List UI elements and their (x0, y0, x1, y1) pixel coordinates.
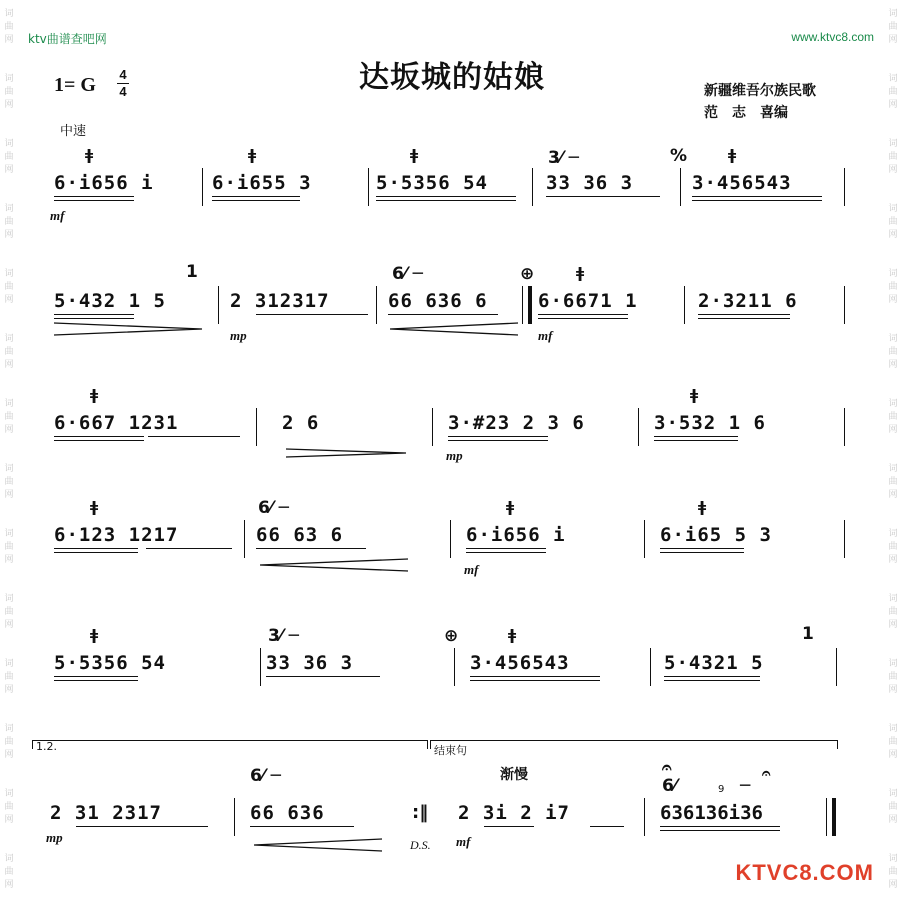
watermark-left: 词 曲 网 词 曲 网 词 曲 网 词 曲 网 词 曲 网 词 曲 网 词 曲 网 词 曲 网 词 曲 网 词 曲 网 词 曲 网 词 曲 网 词 曲 网 词 曲 网 (4, 9, 14, 890)
dynamic-mf: mf (456, 834, 471, 849)
dynamic-mp: mp (446, 448, 463, 463)
tie-mark-3: 3⁄ ─ (548, 148, 579, 168)
time-signature (117, 68, 129, 99)
measure-notes: 3·456543 (692, 172, 792, 194)
staff-row-4 (50, 498, 850, 577)
sharp-accent-mark: ǂ (90, 498, 99, 516)
crescendo-hairpin (390, 322, 520, 336)
sharp-accent-mark: ǂ (690, 386, 699, 404)
ending-label: 结束句 (434, 744, 467, 757)
sharp-accent-mark: ǂ (698, 498, 707, 516)
measure-notes: 3·#23 2 3 6 (448, 412, 585, 434)
site-url-right[interactable]: www.ktvc8.com (791, 30, 874, 44)
sharp-accent-mark: ǂ (506, 498, 515, 516)
measure-notes: 33 36 3 (546, 172, 634, 194)
coda-sign: ⊕ (520, 264, 535, 284)
measure-notes: 2·3211 6 (698, 290, 798, 312)
measure-notes: 6·i65 5 3 (660, 524, 772, 546)
measure-notes: 5·5356 54 (376, 172, 488, 194)
decrescendo-hairpin (286, 448, 408, 458)
tie-mark-3: 3⁄ ─ (268, 626, 299, 646)
dynamic-mp: mp (46, 830, 63, 845)
ds-marking: D.S. (410, 838, 431, 852)
sharp-accent-mark: ǂ (248, 146, 257, 164)
measure-notes: 2 6 (282, 412, 320, 434)
tie-mark-6: 6⁄ ─ (250, 766, 281, 786)
staff-row-1 (50, 146, 850, 223)
credit-origin: 新疆维吾尔族民歌 (704, 83, 816, 99)
segno-sign: % (670, 146, 688, 166)
credit-arranger: 范 志 喜编 (704, 105, 788, 121)
logo-text: KTVC8.COM (735, 860, 874, 885)
time-top: 4 (119, 67, 127, 82)
measure-notes: 66 636 (250, 802, 325, 824)
tie-mark-6: 6⁄ (662, 776, 677, 796)
measure-notes: 2 31 2317 (50, 802, 162, 824)
repeat-end-sign: :‖ (412, 802, 429, 823)
key-signature: 1= G (54, 74, 96, 96)
measure-notes: 3·532 1 6 (654, 412, 766, 434)
staff-row-3 (50, 386, 850, 463)
octave-mark: 1 (186, 262, 198, 282)
measure-notes: 66 63 6 (256, 524, 344, 546)
measure-notes: 33 36 3 (266, 652, 354, 674)
coda-sign: ⊕ (444, 626, 459, 646)
sharp-accent-mark: ǂ (410, 146, 419, 164)
measure-notes: 3·456543 (470, 652, 570, 674)
measure-notes: 6·i656 i (54, 172, 154, 194)
measure-notes: 6·i655 3 (212, 172, 312, 194)
song-title: 达坂城的姑娘 (359, 60, 545, 95)
dynamic-mf: mf (464, 562, 479, 577)
site-name-left[interactable]: ktv曲谱查吧网 (28, 32, 107, 46)
sharp-accent-mark: ǂ (90, 626, 99, 644)
fermata-icon: 𝄐 (762, 764, 771, 782)
sharp-accent-mark: ǂ (90, 386, 99, 404)
tie-mark-6: 6⁄ ─ (392, 264, 423, 284)
sharp-accent-mark: ǂ (728, 146, 737, 164)
measure-notes: 636136i36 (660, 802, 763, 824)
ritardando-text: 渐慢 (500, 767, 528, 783)
measure-notes: 6·123 1217 (54, 524, 179, 546)
sharp-accent-mark: ǂ (85, 146, 94, 164)
measure-notes: 5·5356 54 (54, 652, 166, 674)
tie-dash: ─ (740, 776, 751, 796)
volta-bracket-1 (32, 740, 428, 749)
measure-notes: 6·6671 1 (538, 290, 638, 312)
staff-row-6 (46, 758, 850, 852)
tuplet-number: 9 (718, 784, 725, 795)
dynamic-mf: mf (50, 208, 65, 223)
measure-notes: 2 312317 (230, 290, 330, 312)
sharp-accent-mark: ǂ (576, 264, 585, 282)
dynamic-mf: mf (538, 328, 553, 343)
tempo-marking: 中速 (60, 124, 87, 139)
measure-notes: 2 3i 2 i7 (458, 802, 570, 824)
site-logo[interactable] (735, 860, 874, 886)
staff-row-5 (50, 624, 850, 688)
time-bottom: 4 (119, 84, 127, 99)
dynamic-mp: mp (230, 328, 247, 343)
decrescendo-hairpin (54, 322, 204, 336)
staff-row-2 (50, 262, 850, 343)
fermata-icon: 𝄐 (662, 758, 672, 778)
watermark-right: 词 曲 网 词 曲 网 词 曲 网 词 曲 网 词 曲 网 词 曲 网 词 曲 网 词 曲 网 词 曲 网 词 曲 网 词 曲 网 词 曲 网 词 曲 网 词 曲 网 (888, 9, 898, 890)
volta-label: 1.2. (36, 740, 57, 753)
crescendo-hairpin (254, 838, 384, 852)
measure-notes: 5·432 1 5 (54, 290, 166, 312)
measure-notes: 6·667 1231 (54, 412, 179, 434)
sharp-accent-mark: ǂ (508, 626, 517, 644)
crescendo-hairpin (260, 558, 410, 572)
tie-mark-6: 6⁄ ─ (258, 498, 289, 518)
measure-notes: 5·4321 5 (664, 652, 764, 674)
measure-notes: 6·i656 i (466, 524, 566, 546)
ending-bracket (430, 740, 838, 749)
octave-mark: 1 (802, 624, 814, 644)
measure-notes: 66 636 6 (388, 290, 488, 312)
